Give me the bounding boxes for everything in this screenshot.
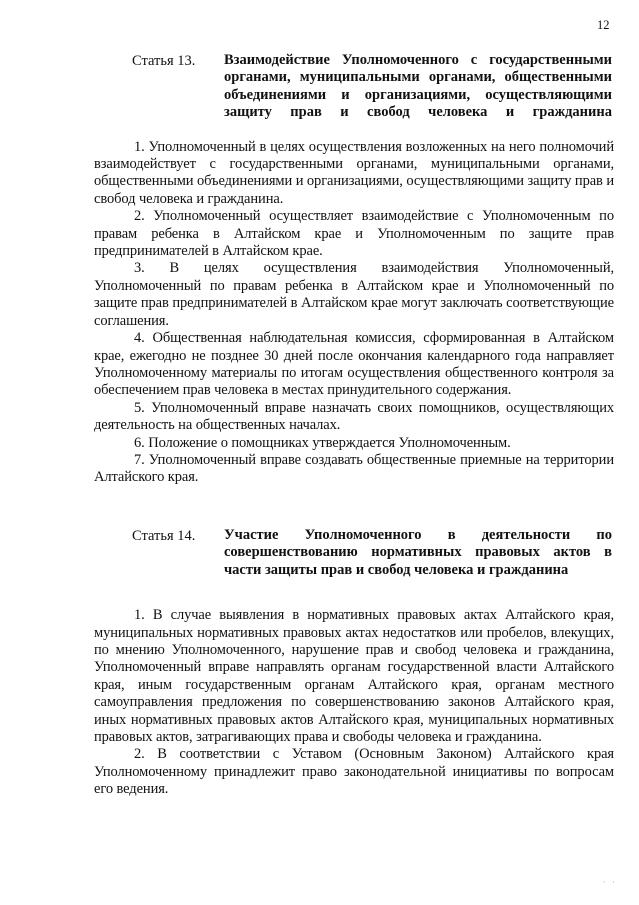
article-label: Статья 13.	[132, 53, 196, 69]
article-body	[94, 607, 614, 798]
article-13	[94, 52, 614, 487]
paragraph: 1. В случае выявления в нормативных правовых актах Алтайского края, муниципальных нормативных правовых актах недостатков или пробелов, влекущих, по мнению Уполномоченного, нарушение прав и свобод человека и гражданина, Уполномоченный вправе направлять органам государственной власти Алтайского края, иным государственным органам Алтайского края, органам местного самоуправления предложения по совершенствованию законов Алтайского края, иных нормативных правовых актов Алтайского края, муниципальных нормативных правовых актов, затрагивающих права и свободы человека и гражданина.	[94, 607, 614, 746]
article-title: Взаимодействие Уполномоченного с государственными органами, муниципальными органами, общественными объединениями и организациями, осуществляющими защиту прав и свобод человека и гражданина	[224, 52, 612, 121]
article-14	[94, 527, 614, 799]
article-title: Участие Уполномоченного в деятельности по совершенствованию нормативных правовых актов в части защиты прав и свобод человека и гражданина	[224, 527, 612, 578]
paragraph: 6. Положение о помощниках утверждается Уполномоченным.	[134, 434, 511, 451]
scan-artifact: · ·	[602, 877, 617, 887]
paragraph: 5. Уполномоченный вправе назначать своих помощников, осуществляющих деятельность на общественных началах.	[94, 399, 614, 434]
article-heading	[94, 52, 614, 122]
article-body	[94, 139, 614, 487]
paragraph: 4. Общественная наблюдательная комиссия, сформированная в Алтайском крае, ежегодно не позднее 30 дней после окончания календарного года направляет Уполномоченному материалы по итогам осуществления общественного контроля за обеспечением прав человека в местах принудительного содержания.	[94, 330, 614, 399]
article-label: Статья 14.	[132, 528, 196, 544]
paragraph: 7. Уполномоченный вправе создавать общественные приемные на территории Алтайского края.	[94, 451, 614, 486]
page-number: 12	[597, 18, 610, 32]
paragraph: 1. Уполномоченный в целях осуществления возложенных на него полномочий взаимодействует с государственными органами, муниципальными органами, общественными объединениями и организациями, осуществляющими защиту прав и свобод человека и гражданина.	[94, 138, 614, 207]
article-heading	[94, 527, 614, 579]
paragraph: 2. Уполномоченный осуществляет взаимодействие с Уполномоченным по правам ребенка в Алтайском крае и Уполномоченным по защите прав предпринимателей в Алтайском крае.	[94, 208, 614, 260]
paragraph: 3. В целях осуществления взаимодействия Уполномоченный, Уполномоченный по правам ребенка в Алтайском крае и Уполномоченный по защите прав предпринимателей в Алтайском крае могут заключать соответствующие соглашения.	[94, 260, 614, 329]
paragraph: 2. В соответствии с Уставом (Основным Законом) Алтайского края Уполномоченному принадлежит право законодательной инициативы по вопросам его ведения.	[94, 746, 614, 798]
